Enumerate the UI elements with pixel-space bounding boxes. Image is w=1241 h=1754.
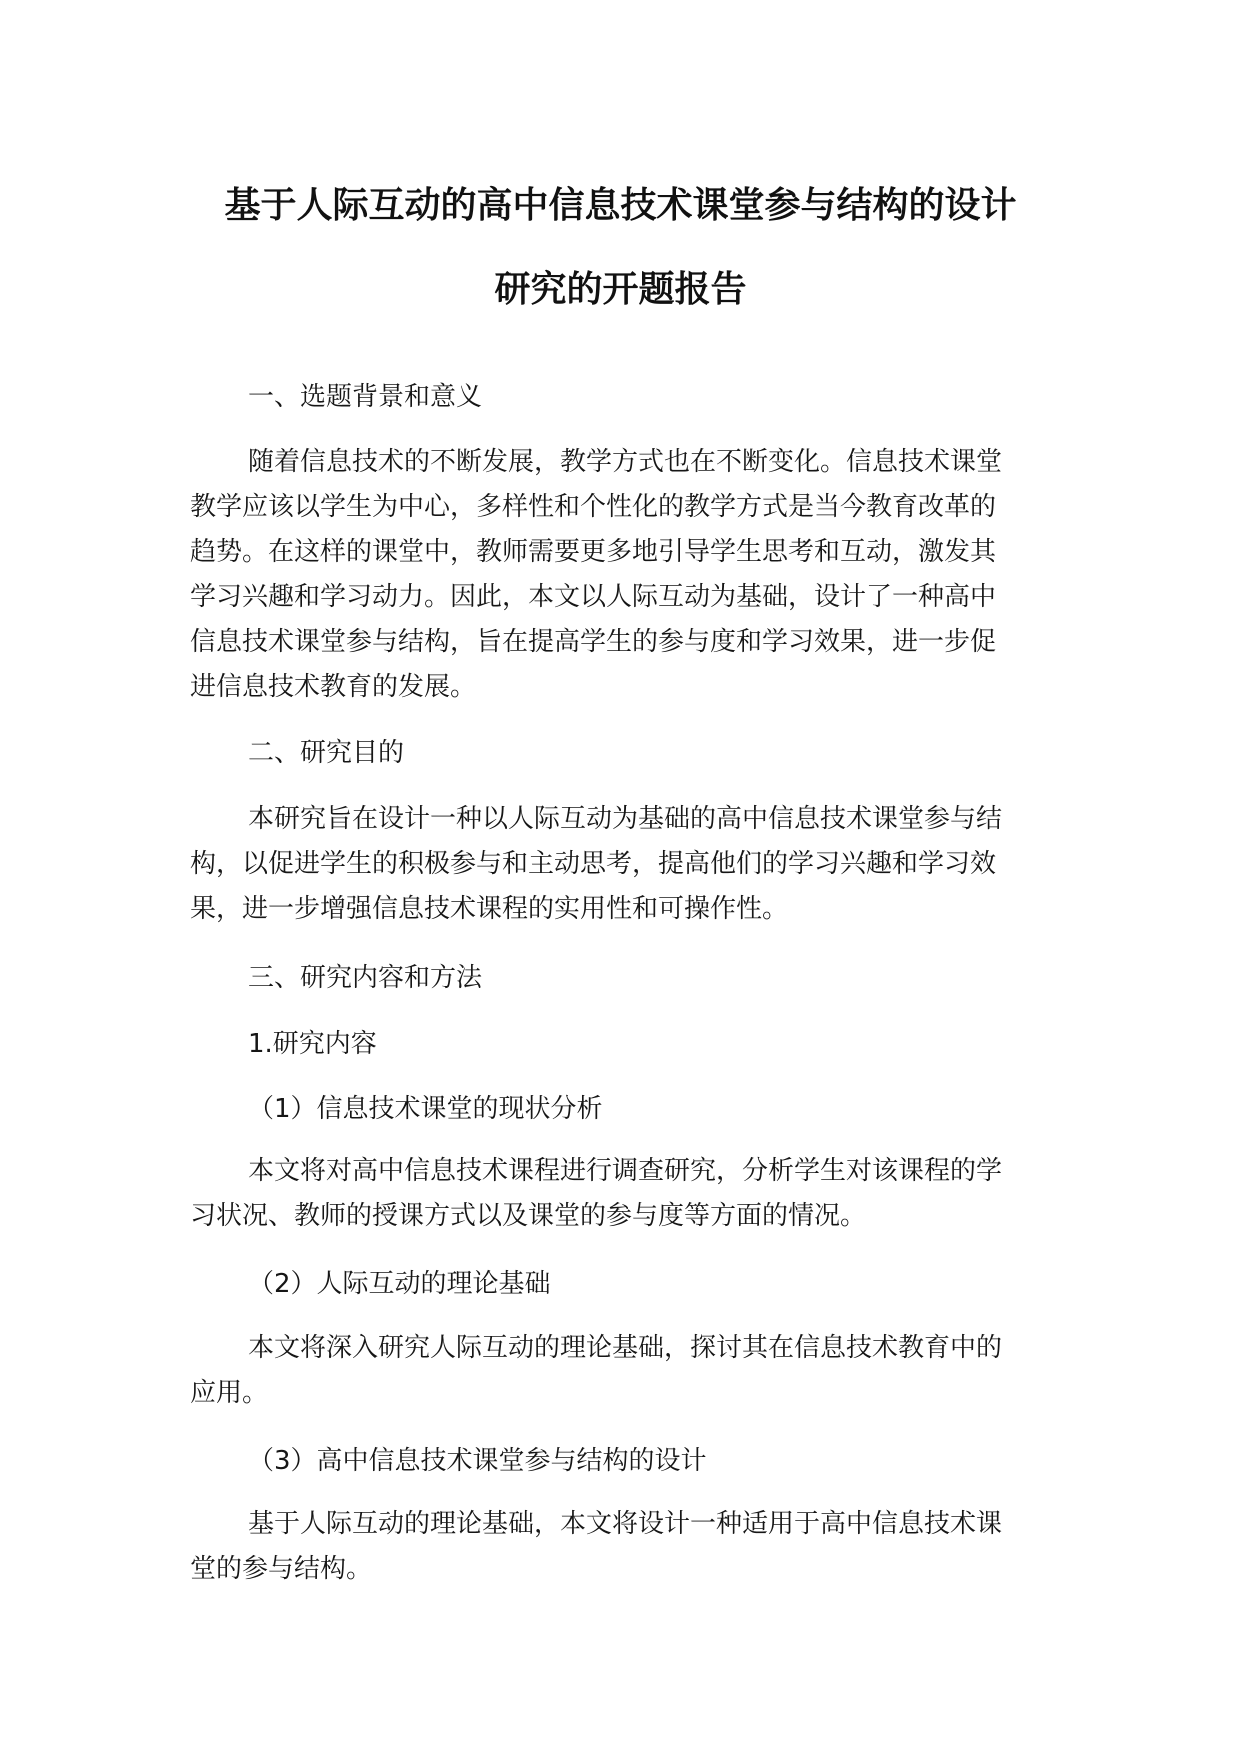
text-line: 本研究旨在设计一种以人际互动为基础的高中信息技术课堂参与结 [248, 804, 1003, 834]
text-line: 果，进一步增强信息技术课程的实用性和可操作性。 [190, 894, 789, 924]
text-line: 进信息技术教育的发展。 [190, 672, 477, 702]
section-1-heading: 一、选题背景和意义 [248, 382, 483, 412]
text-line: 本文将对高中信息技术课程进行调查研究，分析学生对该课程的学 [248, 1156, 1003, 1186]
section-1-paragraph [190, 440, 1040, 710]
text-line: 构，以促进学生的积极参与和主动思考，提高他们的学习兴趣和学习效 [190, 849, 997, 879]
text-line: 应用。 [190, 1378, 269, 1408]
text-line: 基于人际互动的理论基础，本文将设计一种适用于高中信息技术课 [248, 1509, 1003, 1539]
text-line: 信息技术课堂参与结构，旨在提高学生的参与度和学习效果，进一步促 [190, 627, 997, 657]
item-1-heading: （1）信息技术课堂的现状分析 [248, 1094, 603, 1124]
text-line: 教学应该以学生为中心，多样性和个性化的教学方式是当今教育改革的 [190, 492, 997, 522]
subsection-1-heading: 1.研究内容 [248, 1029, 377, 1059]
document-title-line-2: 研究的开题报告 [494, 269, 747, 310]
section-2-paragraph [190, 797, 1040, 932]
item-1-paragraph [190, 1149, 1040, 1239]
item-2-heading: （2）人际互动的理论基础 [248, 1269, 551, 1299]
text-line: 习状况、教师的授课方式以及课堂的参与度等方面的情况。 [190, 1201, 867, 1231]
text-line: 本文将深入研究人际互动的理论基础，探讨其在信息技术教育中的 [248, 1333, 1003, 1363]
item-3-paragraph [190, 1502, 1040, 1592]
section-3-heading: 三、研究内容和方法 [248, 963, 483, 993]
text-line: 趋势。在这样的课堂中，教师需要更多地引导学生思考和互动，激发其 [190, 537, 997, 567]
text-line: 学习兴趣和学习动力。因此，本文以人际互动为基础，设计了一种高中 [190, 582, 997, 612]
item-2-paragraph [190, 1326, 1040, 1416]
document-title-line-1: 基于人际互动的高中信息技术课堂参与结构的设计 [224, 185, 1017, 226]
item-3-heading: （3）高中信息技术课堂参与结构的设计 [248, 1446, 707, 1476]
text-line: 堂的参与结构。 [190, 1554, 373, 1584]
text-line: 随着信息技术的不断发展，教学方式也在不断变化。信息技术课堂 [248, 447, 1003, 477]
section-2-heading: 二、研究目的 [248, 738, 405, 768]
